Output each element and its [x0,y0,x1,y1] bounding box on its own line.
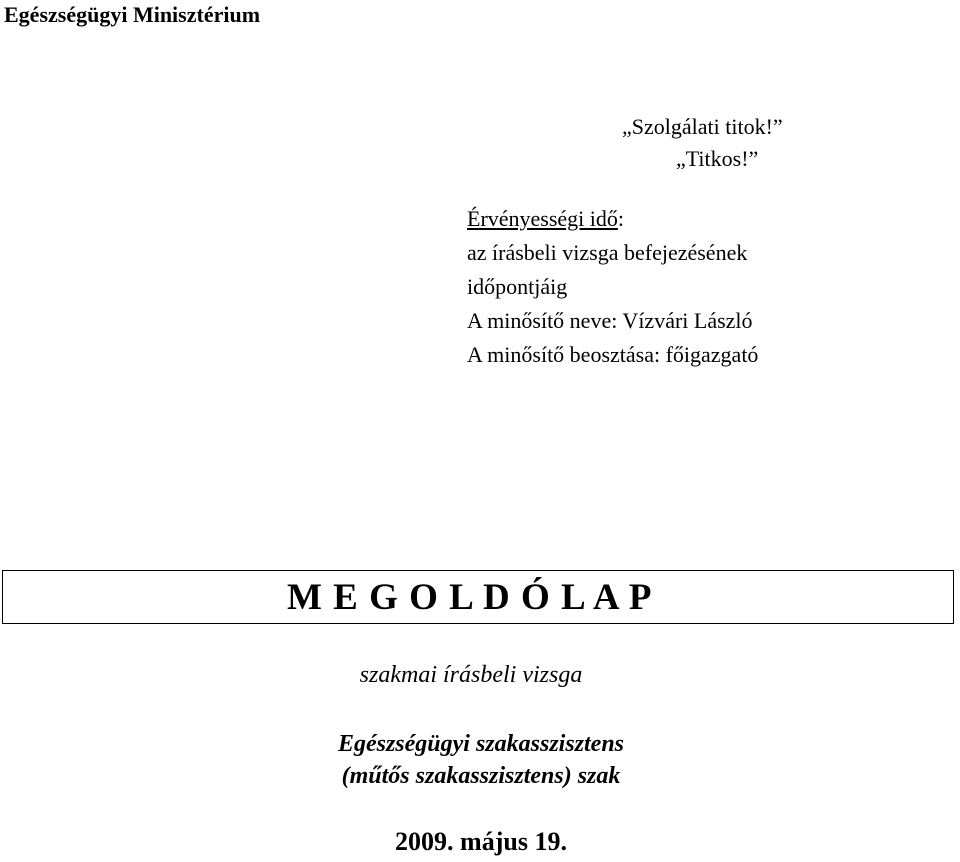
exam-type: szakmai írásbeli vizsga [359,662,583,688]
classifier-name: A minősítő neve: Vízvári László [467,308,753,333]
exam-date: 2009. május 19. [395,827,567,856]
profession-line-1: Egészségügyi szakasszisztens [337,731,625,757]
document-title: M E G O L D Ó L A P [287,577,653,618]
classification-official-secret: „Szolgálati titok!” [622,114,783,139]
profession-block [0,728,960,792]
validity-block [467,202,907,372]
profession-line-2: (műtős szakasszisztens) szak [341,763,621,789]
ministry-name: Egészségügyi Minisztérium [4,2,261,27]
validity-heading [467,202,907,236]
title-box [2,570,954,624]
validity-label: Érvényességi idő [467,206,618,231]
classification-secret: „Titkos!” [676,146,759,171]
validity-line-1: az írásbeli vizsga befejezésének [467,240,748,265]
validity-label-colon: : [617,206,625,231]
classifier-position: A minősítő beosztása: főigazgató [467,342,759,367]
validity-line-2: időpontjáig [467,274,568,299]
